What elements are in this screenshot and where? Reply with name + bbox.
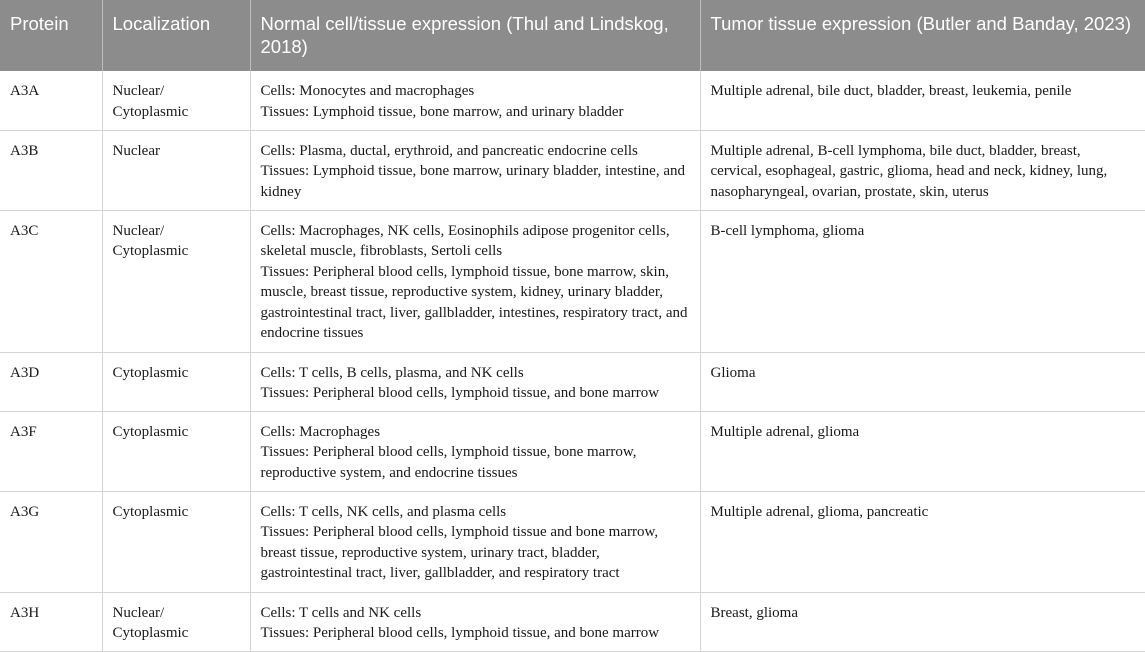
localization-cell <box>102 130 250 210</box>
normal-expression-cell <box>250 352 700 411</box>
protein-cell: A3A <box>0 71 102 130</box>
protein-cell: A3C <box>0 210 102 352</box>
normal-expression-cell <box>250 592 700 651</box>
normal-expression-cell <box>250 491 700 592</box>
header-protein: Protein <box>0 0 102 71</box>
table-row <box>0 130 1145 210</box>
tumor-expression-cell: Glioma <box>700 352 1145 411</box>
localization-cell <box>102 491 250 592</box>
cells-text: Cells: T cells and NK cells <box>260 604 422 621</box>
cells-text: Cells: Macrophages, NK cells, Eosinophils adipose progenitor cells, skeletal muscle, fibroblasts, Sertoli cells <box>260 222 670 259</box>
tissues-text: Tissues: Peripheral blood cells, lymphoid tissue and bone marrow, breast tissue, reproductive system, urinary tract, bladder, gastrointestinal tract, liver, gallbladder, and respiratory tract <box>260 524 659 581</box>
tumor-expression-cell: Multiple adrenal, glioma <box>700 411 1145 491</box>
protein-cell: A3F <box>0 411 102 491</box>
localization-text: Nuclear/ <box>112 83 165 99</box>
protein-cell: A3G <box>0 491 102 592</box>
tumor-expression-cell: Breast, glioma <box>700 592 1145 651</box>
protein-cell: A3H <box>0 592 102 651</box>
normal-expression-cell <box>250 411 700 491</box>
tumor-expression-cell: Multiple adrenal, glioma, pancreatic <box>700 491 1145 592</box>
tissues-text: Tissues: Peripheral blood cells, lymphoid tissue, and bone marrow <box>260 385 660 401</box>
table-body <box>0 71 1145 651</box>
header-row <box>0 0 1145 71</box>
localization-cell <box>102 592 250 651</box>
localization-text: Cytoplasmic <box>112 243 189 259</box>
header-localization: Localization <box>102 0 250 71</box>
localization-text: Cytoplasmic <box>112 625 189 641</box>
header-tumor-expression: Tumor tissue expression (Butler and Banday, 2023) <box>710 13 1132 34</box>
normal-expression-cell <box>250 130 700 210</box>
protein-cell: A3D <box>0 352 102 411</box>
cells-text: Cells: T cells, B cells, plasma, and NK cells <box>260 364 524 381</box>
tumor-expression-cell: Multiple adrenal, bile duct, bladder, breast, leukemia, penile <box>700 71 1145 130</box>
localization-text: Nuclear/ <box>112 222 165 239</box>
localization-cell <box>102 411 250 491</box>
localization-cell <box>102 352 250 411</box>
tumor-expression-cell: Multiple adrenal, B-cell lymphoma, bile duct, bladder, breast, cervical, esophageal, gastric, glioma, head and neck, kidney, lung, nasopharyngeal, ovarian, prostate, skin, uterus <box>700 130 1145 210</box>
tissues-text: Tissues: Lymphoid tissue, bone marrow, and urinary bladder <box>260 103 624 120</box>
normal-expression-cell <box>250 210 700 352</box>
tissues-text: Tissues: Peripheral blood cells, lymphoid tissue, and bone marrow <box>260 625 660 641</box>
localization-text: Nuclear/ <box>112 604 165 621</box>
tumor-expression-cell: B-cell lymphoma, glioma <box>700 210 1145 352</box>
localization-cell <box>102 71 250 130</box>
table-row <box>0 352 1145 411</box>
localization-text: Cytoplasmic <box>112 503 189 520</box>
cells-text: Cells: Macrophages <box>260 423 381 440</box>
cells-text: Cells: T cells, NK cells, and plasma cells <box>260 503 507 520</box>
localization-text: Cytoplasmic <box>112 423 189 440</box>
localization-text: Nuclear <box>112 142 160 159</box>
tissues-text: Tissues: Lymphoid tissue, bone marrow, urinary bladder, intestine, and kidney <box>260 163 685 200</box>
table-row <box>0 71 1145 130</box>
localization-text: Cytoplasmic <box>112 103 189 120</box>
table-row <box>0 491 1145 592</box>
localization-text: Cytoplasmic <box>112 364 189 381</box>
localization-cell <box>102 210 250 352</box>
header-normal-expression: Normal cell/tissue expression (Thul and Lindskog, 2018) <box>250 0 700 71</box>
table-row <box>0 411 1145 491</box>
table-header <box>0 0 1145 71</box>
cells-text: Cells: Plasma, ductal, erythroid, and pancreatic endocrine cells <box>260 142 638 159</box>
tissues-text: Tissues: Peripheral blood cells, lymphoid tissue, bone marrow, reproductive system, and endocrine tissues <box>260 444 637 481</box>
tissues-text: Tissues: Peripheral blood cells, lymphoid tissue, bone marrow, skin, muscle, breast tissue, reproductive system, kidney, urinary bladder, gastrointestinal tract, liver, gallbladder, intestines, respiratory tract, and endocrine tissues <box>260 263 688 341</box>
protein-cell: A3B <box>0 130 102 210</box>
table-row <box>0 592 1145 651</box>
normal-expression-cell <box>250 71 700 130</box>
table-row <box>0 210 1145 352</box>
cells-text: Cells: Monocytes and macrophages <box>260 83 475 99</box>
